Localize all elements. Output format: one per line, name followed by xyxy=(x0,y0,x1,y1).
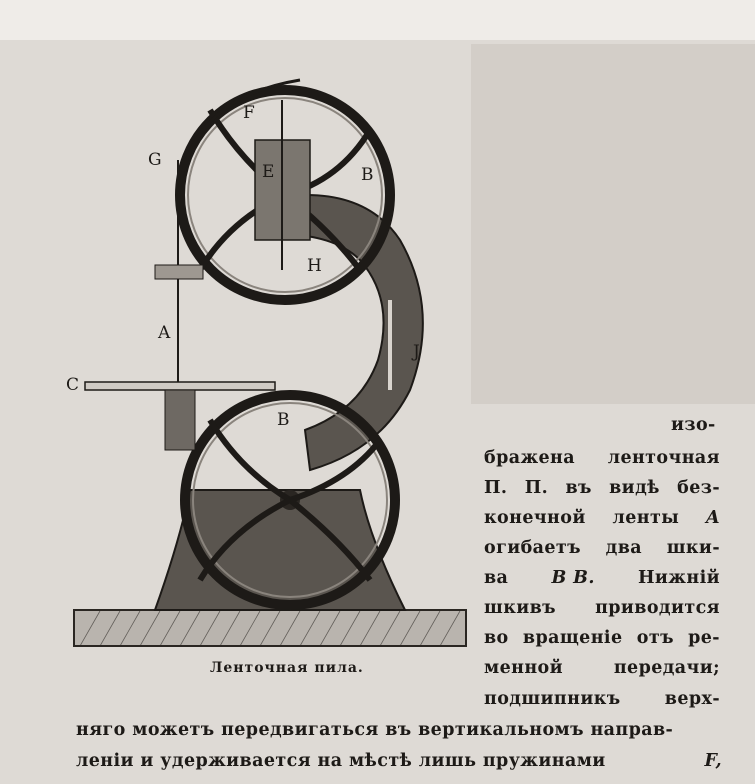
word: подшипникъ xyxy=(484,689,621,709)
text-line-12 xyxy=(76,751,722,771)
text-line-5 xyxy=(484,538,720,558)
word: B B. xyxy=(551,568,595,588)
text-line-10 xyxy=(484,689,720,709)
word: Нижній xyxy=(637,568,720,588)
label-J: J xyxy=(413,342,420,362)
text-line-3 xyxy=(484,478,720,498)
word: леніи и удерживается на мѣстѣ лишь пружинами xyxy=(76,751,606,771)
label-C: C xyxy=(66,375,80,395)
text-line-9 xyxy=(484,658,720,678)
word: ленточная xyxy=(607,448,720,468)
label-H: H xyxy=(307,256,322,276)
word: шки- xyxy=(666,538,720,558)
text-line-8 xyxy=(484,628,720,648)
word: въ xyxy=(565,478,592,498)
text-line-6 xyxy=(484,568,720,588)
word: менной xyxy=(484,658,564,678)
word: видѣ xyxy=(609,478,660,498)
word: ре- xyxy=(688,628,720,648)
word: отъ xyxy=(636,628,674,648)
word: верх- xyxy=(664,689,720,709)
word: ленты xyxy=(612,508,680,528)
text-line-7 xyxy=(484,598,720,618)
blade-guide xyxy=(155,265,203,279)
word: вращеніе xyxy=(522,628,623,648)
word: без- xyxy=(677,478,720,498)
word: F, xyxy=(704,751,722,771)
band-saw-illustration xyxy=(60,70,480,660)
word: конечной xyxy=(484,508,586,528)
text-line-2 xyxy=(484,448,720,468)
text-line-11: няго можетъ передвигаться въ вертикальномъ направ- xyxy=(76,720,674,740)
figure-caption: Ленточная пила. xyxy=(210,660,364,676)
word: ва xyxy=(484,568,509,588)
word: П. xyxy=(524,478,549,498)
word: огибаетъ xyxy=(484,538,581,558)
word: во xyxy=(484,628,509,648)
word: два xyxy=(605,538,643,558)
word: приводится xyxy=(595,598,720,618)
label-G: G xyxy=(148,150,162,170)
label-E: E xyxy=(262,162,275,182)
word: передачи; xyxy=(613,658,720,678)
text-line-4 xyxy=(484,508,720,528)
word: П. xyxy=(484,478,508,498)
label-B-lower: B xyxy=(277,410,290,430)
word: бражена xyxy=(484,448,576,468)
word: шкивъ xyxy=(484,598,557,618)
label-B-upper: B xyxy=(361,165,374,185)
blank-panel xyxy=(471,44,755,404)
text-line-1: изо- xyxy=(671,415,716,435)
label-A: A xyxy=(158,323,171,343)
word: A xyxy=(706,508,720,528)
saw-table xyxy=(85,382,275,390)
top-strip xyxy=(0,0,755,40)
label-F: F xyxy=(243,103,255,123)
